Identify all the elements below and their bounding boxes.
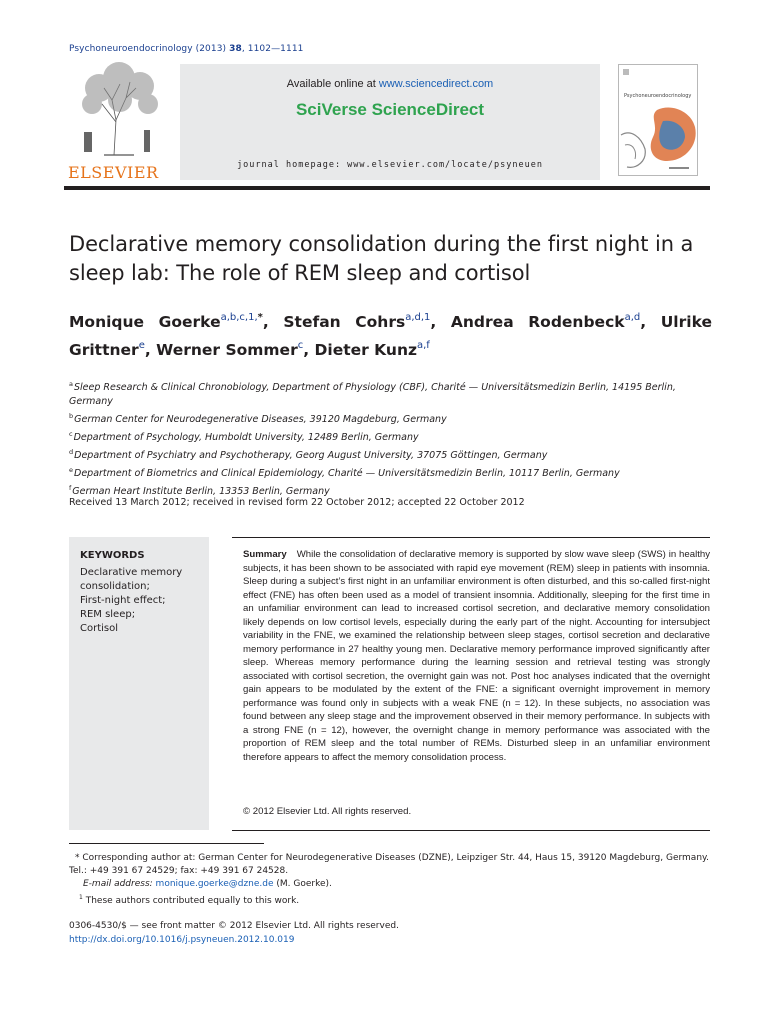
author[interactable]: Stefan Cohrs$^{a,d,1}$	[283, 312, 431, 331]
affiliation: $^b$German Center for Neurodegenerative Diseases, 39120 Magdeburg, Germany	[69, 412, 447, 425]
equal-contribution-note: $^1$ These authors contributed equally to this work.	[79, 894, 300, 906]
keyword-item: REM sleep;	[80, 609, 136, 620]
keyword-item: Cortisol	[80, 623, 119, 634]
available-online-label: Available online at	[286, 78, 379, 90]
email-link[interactable]: monique.goerke@dzne.de	[155, 879, 274, 889]
journal-cover-thumbnail	[618, 64, 698, 176]
author[interactable]: Ulrike Grittner$^e$	[69, 313, 712, 359]
keyword-item: First-night effect;	[80, 595, 166, 606]
summary-text: While the consolidation of declarative memory is supported by slow wave sleep (SWS) in healthy subjects, it has been shown to be associated with rapid eye movement (REM) sleep in patients with insomnia. Sleep during a subject’s first night in an unfamiliar environment is often disturbed, and this so-called first-night effect (FNE) has often been used as a model of transient insomnia. Additionally, sleeping for the first time in an unfamiliar environment can lead to increased cortisol secretion, and declarative memory consolidation likely depends on low cortisol levels, especially during the early part of the night. Accounting for intersubject variability in the FNE, we examined the relationship between sleep stages, cortisol secretion and declarative memory performance in 27 healthy young men. Declarative memory performance improved significantly after sleep. Whereas memory performance during the learning session and retrieval testing was strongly associated with cortisol secretion, the overnight gain was not. Post hoc analyses indicated that the overnight gain appears to be modulated by the extent of the FNE: a significant overnight improvement in memory performance was found only in subjects with a weak FNE (n = 12). In these subjects, no association was found between any sleep stage and the improvement observed in their memory performance. In subjects with a strong FNE (n = 12), however, the overnight change in memory performance was associated with the proportion of REM sleep and the total number of REMs. Disturbed sleep in an unfamiliar environment therefore appears to affect the memory consolidation process.	[243, 549, 710, 763]
journal-homepage[interactable]: journal homepage: www.elsevier.com/locate/psyneuen	[237, 160, 543, 170]
sciencedirect-brand[interactable]: SciVerse ScienceDirect	[295, 100, 485, 119]
author[interactable]: Werner Sommer$^c$	[156, 340, 304, 359]
citation-volume: 38	[229, 44, 242, 54]
author-list: Monique Goerke$^{a,b,c,1,*}$, Stefan Cohrs$^{a,d,1}$, Andrea Rodenbeck$^{a,d}$, Ulrike Grittner$^e$, Werner Sommer$^c$, Dieter Kunz$^{a,f}$	[69, 312, 712, 359]
footnote-rule	[69, 843, 264, 844]
cover-title: Psychoneuroendocrinology	[624, 93, 692, 99]
header-rule	[64, 186, 710, 190]
keywords-heading: KEYWORDS	[80, 550, 145, 561]
journal-citation[interactable]: Psychoneuroendocrinology (2013) 38, 1102—1111	[69, 44, 304, 54]
keyword-item: Declarative memory	[80, 567, 183, 578]
abstract-summary	[243, 548, 710, 764]
email-note: E-mail address: monique.goerke@dzne.de (M. Goerke).	[83, 879, 332, 889]
issn-line: 0306-4530/$ — see front matter © 2012 Elsevier Ltd. All rights reserved.	[69, 921, 399, 931]
summary-label: Summary	[243, 549, 287, 560]
keyword-item: consolidation;	[80, 581, 150, 592]
summary-bottom-rule	[232, 830, 710, 831]
citation-pages: 1102—1111	[247, 44, 304, 54]
footnotes	[69, 852, 714, 908]
available-online	[180, 78, 600, 90]
elsevier-wordmark: ELSEVIER	[68, 163, 159, 182]
affiliations	[69, 377, 712, 499]
author[interactable]: Monique Goerke$^{a,b,c,1,*}$	[69, 312, 263, 331]
elsevier-tree-logo	[64, 60, 174, 180]
author[interactable]: Andrea Rodenbeck$^{a,d}$	[450, 312, 641, 331]
summary-top-rule	[232, 537, 710, 538]
citation-journal: Psychoneuroendocrinology (2013)	[69, 44, 227, 54]
received-dates: Received 13 March 2012; received in revised form 22 October 2012; accepted 22 October 2012	[69, 497, 525, 508]
author[interactable]: Dieter Kunz$^{a,f}$	[314, 340, 430, 359]
affiliation: $^a$Sleep Research & Clinical Chronobiology, Department of Physiology (CBF), Charité — Universitätsmedizin Berlin, 14195 Berlin, Germany	[69, 380, 676, 407]
affiliation: $^c$Department of Psychology, Humboldt University, 12489 Berlin, Germany	[69, 430, 419, 443]
article-title: Declarative memory consolidation during the first night in a sleep lab: The role of REM sleep and cortisol	[69, 232, 694, 285]
sciencedirect-link[interactable]: www.sciencedirect.com	[378, 78, 494, 90]
doi-link[interactable]: http://dx.doi.org/10.1016/j.psyneuen.2012.10.019	[69, 935, 295, 945]
corresponding-author-note: * Corresponding author at: German Center for Neurodegenerative Diseases (DZNE), Leipziger Str. 44, Haus 15, 39120 Magdeburg, Germany. Tel.: +49 391 67 24529; fax: +49 391 67 24528.	[69, 853, 709, 876]
abstract-copyright: © 2012 Elsevier Ltd. All rights reserved.	[243, 806, 412, 817]
affiliation: $^f$German Heart Institute Berlin, 13353 Berlin, Germany	[69, 484, 330, 497]
affiliation: $^e$Department of Biometrics and Clinical Epidemiology, Charité — Universitätsmedizin Berlin, 10117 Berlin, Germany	[69, 466, 620, 479]
affiliation: $^d$Department of Psychiatry and Psychotherapy, Georg August University, 37075 Göttingen, Germany	[69, 448, 548, 461]
